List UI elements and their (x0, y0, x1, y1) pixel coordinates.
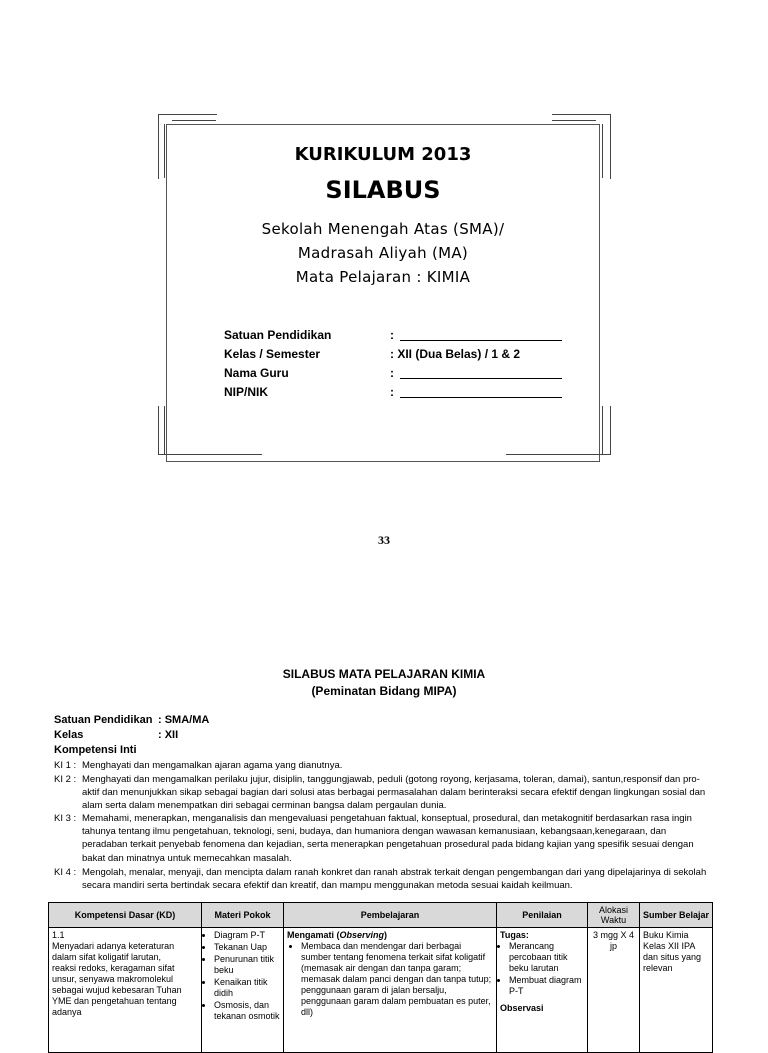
cell-kompetensi-dasar (49, 928, 202, 1053)
field-label: Nama Guru (224, 366, 289, 380)
header-materi-pokok: Materi Pokok (202, 903, 284, 928)
ki-text: Memahami, menerapkan, menganalisis dan mengevaluasi pengetahuan faktual, konseptual, prosedural, dan metakognitif berdasarkan rasa ingin tahunya tentang ilmu pengetahuan, teknologi, seni, budaya, dan humaniora dengan wawasan kemanusiaan, kebangsaan,kenegaraan, dan peradaban terkait penyebab fenomena dan kejadian, serta menerapkan pengetahuan prosedural pada bidang kajian yang spesifik sesuai dengan bakat dan minatnya untuk memecahkan masalah. (82, 813, 694, 864)
header-sumber-belajar: Sumber Belajar (640, 903, 713, 928)
bottom-line-left (204, 454, 262, 455)
corner-bracket-top-left-inner (172, 120, 216, 121)
school-line-2: Madrasah Aliyah (MA) (297, 244, 469, 262)
list-item: • Membaca dan mendengar dari berbagai sumber tentang fenomena terkait sifat koligatif (memasak air dengan dan tanpa garam; memasak dalam panci dengan dan tanpa tutup; penggunaan garam di jalan bersalju, penggunaan garam dalam pembuatan es puter, dll) (301, 941, 493, 1018)
pembelajaran-list (287, 941, 493, 1018)
subject-line: Mata Pelajaran : KIMIA (295, 268, 471, 286)
heading-emphasis: Observing (339, 930, 385, 940)
ki-item (54, 773, 714, 813)
meta-label: Kelas (54, 729, 84, 741)
corner-bracket-side-bl (158, 406, 165, 454)
ki-item (54, 812, 714, 865)
school-line-1: Sekolah Menengah Atas (SMA)/ (261, 220, 505, 238)
penilaian-list (500, 941, 584, 997)
page-number: 33 (378, 533, 390, 547)
meta-value: : XII (158, 729, 179, 741)
list-item: • Osmosis, dan tekanan osmotik (214, 1000, 280, 1022)
corner-bracket-side-tl (158, 124, 165, 178)
doc-subtitle: (Peminatan Bidang MIPA) (311, 684, 457, 698)
doc-title: SILABUS MATA PELAJARAN KIMIA (282, 667, 486, 681)
penilaian-observasi: Observasi (500, 1003, 544, 1013)
ki-text: Menghayati dan mengamalkan ajaran agama yang dianutnya. (82, 760, 343, 771)
ki-code: KI 4 : (54, 867, 77, 878)
meta-satuan (54, 714, 209, 726)
cover-frame (166, 124, 600, 462)
corner-bracket-bottom-left (158, 406, 217, 455)
cell-materi-pokok (202, 928, 284, 1053)
fill-line (400, 340, 562, 341)
ki-text: Mengolah, menalar, menyaji, dan mencipta dalam ranah konkret dan ranah abstrak terkait dengan pengembangan dari yang dipelajarinya di sekolah secara mandiri serta bertindak secara efektif dan kreatif, dan mampu menggunakan metoda sesuai kaidah keilmuan. (82, 867, 707, 892)
corner-bracket-top-right-inner (552, 120, 596, 121)
ki-item (54, 759, 714, 772)
heading-start: Mengamati ( (287, 930, 340, 940)
pembelajaran-heading (287, 930, 493, 941)
curriculum-title: KURIKULUM 2013 (294, 144, 472, 165)
meta-label: Satuan Pendidikan (54, 714, 153, 726)
bottom-line-right (506, 454, 564, 455)
field-label: Kelas / Semester (224, 347, 321, 361)
table-header-row (49, 903, 713, 928)
kd-number: 1.1 (52, 930, 65, 940)
list-item: • Penurunan titik beku (214, 954, 280, 976)
field-value: : XII (Dua Belas) / 1 & 2 (390, 347, 521, 361)
header-pembelajaran: Pembelajaran (284, 903, 497, 928)
ki-code: KI 2 : (54, 774, 77, 785)
corner-bracket-side-br (602, 406, 609, 454)
field-value: : (390, 366, 394, 380)
header-kompetensi-dasar: Kompetensi Dasar (KD) (49, 903, 202, 928)
corner-bracket-side-tr (602, 124, 609, 178)
ki-code: KI 1 : (54, 760, 77, 771)
cell-sumber-belajar: Buku Kimia Kelas XII IPA dan situs yang relevan (640, 928, 713, 1053)
header-alokasi-waktu: Alokasi Waktu (588, 903, 640, 928)
ki-code: KI 3 : (54, 813, 77, 824)
cell-alokasi-waktu: 3 mgg X 4 jp (588, 928, 640, 1053)
meta-kelas (54, 729, 178, 741)
cell-penilaian (497, 928, 588, 1053)
table-row (49, 928, 713, 1053)
kd-text: Menyadari adanya keteraturan dalam sifat koligatif larutan, reaksi redoks, keragaman sifat unsur, senyawa makromolekul sebagai wujud kebesaran Tuhan YME dan pengetahuan tentang adanya (52, 941, 182, 1017)
meta-value: : SMA/MA (158, 714, 210, 726)
list-item: • Tekanan Uap (214, 942, 280, 953)
silabus-title: SILABUS (325, 176, 441, 204)
list-item: • Diagram P-T (214, 930, 280, 941)
ki-text: Menghayati dan mengamalkan perilaku jujur, disiplin, tanggungjawab, peduli (gotong royong, kerjasama, toleran, damai), santun,responsif dan pro-aktif dan menunjukkan sikap sebagai bagian dari solusi atas berbagai permasalahan dalam berinteraksi secara efektif dengan lingkungan sosial dan alam serta dalam menempatkan diri sebagai cerminan bangsa dalam pergaulan dunia. (82, 774, 706, 812)
list-item: • Kenaikan titik didih (214, 977, 280, 999)
heading-end: ) (384, 930, 388, 940)
list-item: • Membuat diagram P-T (509, 975, 584, 997)
fill-line (400, 397, 562, 398)
syllabus-table (48, 902, 713, 1053)
ki-heading: Kompetensi Inti (54, 744, 137, 756)
list-item: • Merancang percobaan titik beku larutan (509, 941, 584, 974)
field-label: NIP/NIK (224, 385, 269, 399)
materi-list (205, 930, 280, 1022)
field-value: : (390, 385, 394, 399)
fill-line (400, 378, 562, 379)
cell-pembelajaran (284, 928, 497, 1053)
ki-item (54, 866, 714, 892)
field-value: : (390, 328, 394, 342)
field-label: Satuan Pendidikan (224, 328, 332, 342)
penilaian-heading: Tugas: (500, 930, 529, 940)
header-penilaian: Penilaian (497, 903, 588, 928)
